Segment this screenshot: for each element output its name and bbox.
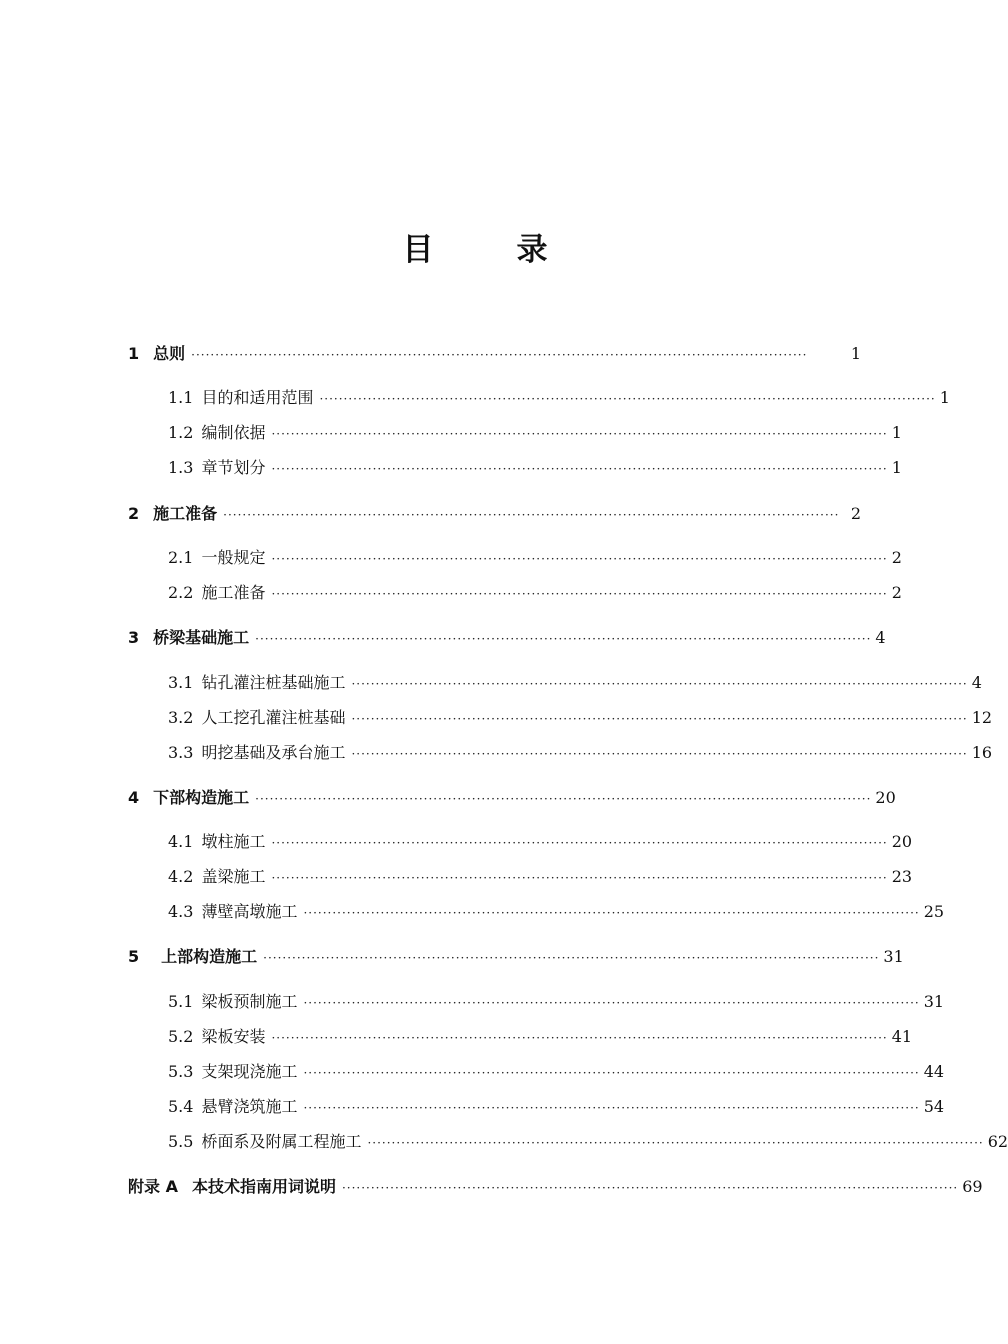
toc-entry-page: 1 (891, 423, 902, 442)
toc-entry-title: 钻孔灌注桩基础施工 (201, 673, 346, 692)
toc-entry-page: 2 (891, 583, 902, 602)
toc-entry-number: 3 (128, 628, 140, 647)
toc-entry-page: 1 (850, 344, 861, 363)
toc-entry-chapter-4[interactable] (128, 786, 896, 810)
toc-entry-page: 25 (923, 902, 945, 921)
dot-leader: ································································································································ (263, 951, 880, 965)
toc-entry-section-2-2[interactable] (168, 581, 902, 605)
toc-entry-page: 23 (891, 867, 913, 886)
dot-leader: ································································································································ (319, 392, 936, 406)
dot-leader: ································································································································ (223, 508, 840, 522)
toc-entry-title: 施工准备 (201, 583, 266, 602)
toc-entry-page: 2 (891, 548, 902, 567)
toc-entry-title: 薄壁高墩施工 (201, 902, 298, 921)
toc-entry-number: 5.2 (168, 1027, 194, 1046)
toc-entry-title: 桥面系及附属工程施工 (201, 1132, 362, 1151)
toc-entry-title: 一般规定 (201, 548, 266, 567)
toc-entry-number: 1.2 (168, 423, 194, 442)
toc-entry-page: 54 (923, 1097, 945, 1116)
toc-entry-page: 16 (971, 743, 993, 762)
toc-entry-page: 2 (850, 504, 861, 523)
toc-entry-number: 5 (128, 947, 140, 966)
toc-entry-section-2-1[interactable] (168, 546, 902, 570)
toc-entry-page: 62 (987, 1132, 1008, 1151)
toc-entry-title: 支架现浇施工 (201, 1062, 298, 1081)
toc-entry-page: 69 (962, 1177, 983, 1196)
toc-entry-section-4-1[interactable] (168, 830, 913, 854)
toc-entry-section-3-1[interactable] (168, 671, 982, 695)
toc-entry-page: 31 (923, 992, 945, 1011)
toc-entry-number: 5.5 (168, 1132, 194, 1151)
toc-entry-page: 41 (891, 1027, 913, 1046)
page-title: 目 录 (402, 232, 574, 268)
toc-entry-page: 20 (891, 832, 913, 851)
toc-entry-number: 2 (128, 504, 140, 523)
toc-entry-section-5-2[interactable] (168, 1025, 913, 1049)
dot-leader: ································································································································ (255, 792, 872, 806)
dot-leader: ································································································································ (271, 587, 888, 601)
toc-entry-number: 5.4 (168, 1097, 194, 1116)
toc-entry-chapter-2[interactable] (128, 502, 861, 526)
toc-entry-appendix-a[interactable] (128, 1175, 983, 1199)
toc-entry-section-1-2[interactable] (168, 421, 902, 445)
toc-entry-section-3-2[interactable] (168, 706, 993, 730)
toc-entry-chapter-5[interactable] (128, 945, 904, 969)
toc-entry-section-4-3[interactable] (168, 900, 945, 924)
toc-entry-section-5-3[interactable] (168, 1060, 945, 1084)
dot-leader: ································································································································ (271, 871, 888, 885)
dot-leader: ································································································································ (303, 1066, 920, 1080)
toc-entry-section-1-1[interactable] (168, 386, 950, 410)
toc-entry-number: 4.1 (168, 832, 194, 851)
toc-entry-title: 人工挖孔灌注桩基础 (201, 708, 346, 727)
toc-entry-section-1-3[interactable] (168, 456, 902, 480)
toc-entry-title: 施工准备 (153, 504, 218, 523)
dot-leader: ································································································································ (351, 712, 968, 726)
dot-leader: ································································································································ (351, 677, 968, 691)
dot-leader: ································································································································ (191, 348, 808, 362)
dot-leader: ································································································································ (271, 427, 888, 441)
toc-entry-section-4-2[interactable] (168, 865, 913, 889)
toc-entry-title: 明挖基础及承台施工 (201, 743, 346, 762)
toc-entry-page: 12 (971, 708, 993, 727)
toc-entry-number: 1.3 (168, 458, 194, 477)
toc-entry-page: 4 (875, 628, 886, 647)
toc-entry-number: 5.3 (168, 1062, 194, 1081)
toc-entry-title: 上部构造施工 (161, 947, 258, 966)
toc-entry-page: 1 (891, 458, 902, 477)
toc-entry-title: 梁板安装 (201, 1027, 266, 1046)
toc-entry-title: 梁板预制施工 (201, 992, 298, 1011)
toc-entry-number: 4.2 (168, 867, 194, 886)
toc-entry-number: 附录 A (128, 1177, 178, 1196)
toc-entry-title: 编制依据 (201, 423, 266, 442)
dot-leader: ································································································································ (303, 1101, 920, 1115)
toc-entry-page: 4 (971, 673, 982, 692)
toc-entry-title: 下部构造施工 (153, 788, 250, 807)
toc-entry-number: 3.3 (168, 743, 194, 762)
dot-leader: ································································································································ (351, 747, 968, 761)
toc-entry-number: 2.1 (168, 548, 194, 567)
toc-entry-section-5-4[interactable] (168, 1095, 945, 1119)
dot-leader: ································································································································ (255, 632, 872, 646)
toc-entry-number: 3.1 (168, 673, 194, 692)
dot-leader: ································································································································ (271, 1031, 888, 1045)
toc-entry-page: 31 (883, 947, 904, 966)
toc-entry-chapter-1[interactable] (128, 342, 861, 366)
dot-leader: ································································································································ (367, 1136, 984, 1150)
toc-entry-title: 目的和适用范围 (201, 388, 314, 407)
toc-entry-number: 2.2 (168, 583, 194, 602)
toc-entry-chapter-3[interactable] (128, 626, 886, 650)
toc-entry-section-3-3[interactable] (168, 741, 993, 765)
toc-entry-number: 1.1 (168, 388, 194, 407)
dot-leader: ································································································································ (271, 836, 888, 850)
toc-entry-number: 1 (128, 344, 140, 363)
toc-entry-title: 本技术指南用词说明 (191, 1177, 336, 1196)
toc-entry-title: 桥梁基础施工 (153, 628, 250, 647)
toc-entry-page: 44 (923, 1062, 945, 1081)
toc-entry-section-5-5[interactable] (168, 1130, 1008, 1154)
dot-leader: ································································································································ (303, 906, 920, 920)
toc-entry-section-5-1[interactable] (168, 990, 945, 1014)
dot-leader: ································································································································ (271, 462, 888, 476)
toc-entry-title: 章节划分 (201, 458, 266, 477)
dot-leader: ································································································································ (341, 1181, 959, 1195)
toc-entry-number: 5.1 (168, 992, 194, 1011)
toc-entry-number: 4.3 (168, 902, 194, 921)
dot-leader: ································································································································ (271, 552, 888, 566)
toc-entry-number: 3.2 (168, 708, 194, 727)
toc-entry-page: 1 (939, 388, 950, 407)
toc-entry-page: 20 (875, 788, 896, 807)
toc-entry-title: 盖梁施工 (201, 867, 266, 886)
toc-entry-title: 墩柱施工 (201, 832, 266, 851)
toc-entry-number: 4 (128, 788, 140, 807)
toc-entry-title: 总则 (153, 344, 186, 363)
toc-entry-title: 悬臂浇筑施工 (201, 1097, 298, 1116)
dot-leader: ································································································································ (303, 996, 920, 1010)
